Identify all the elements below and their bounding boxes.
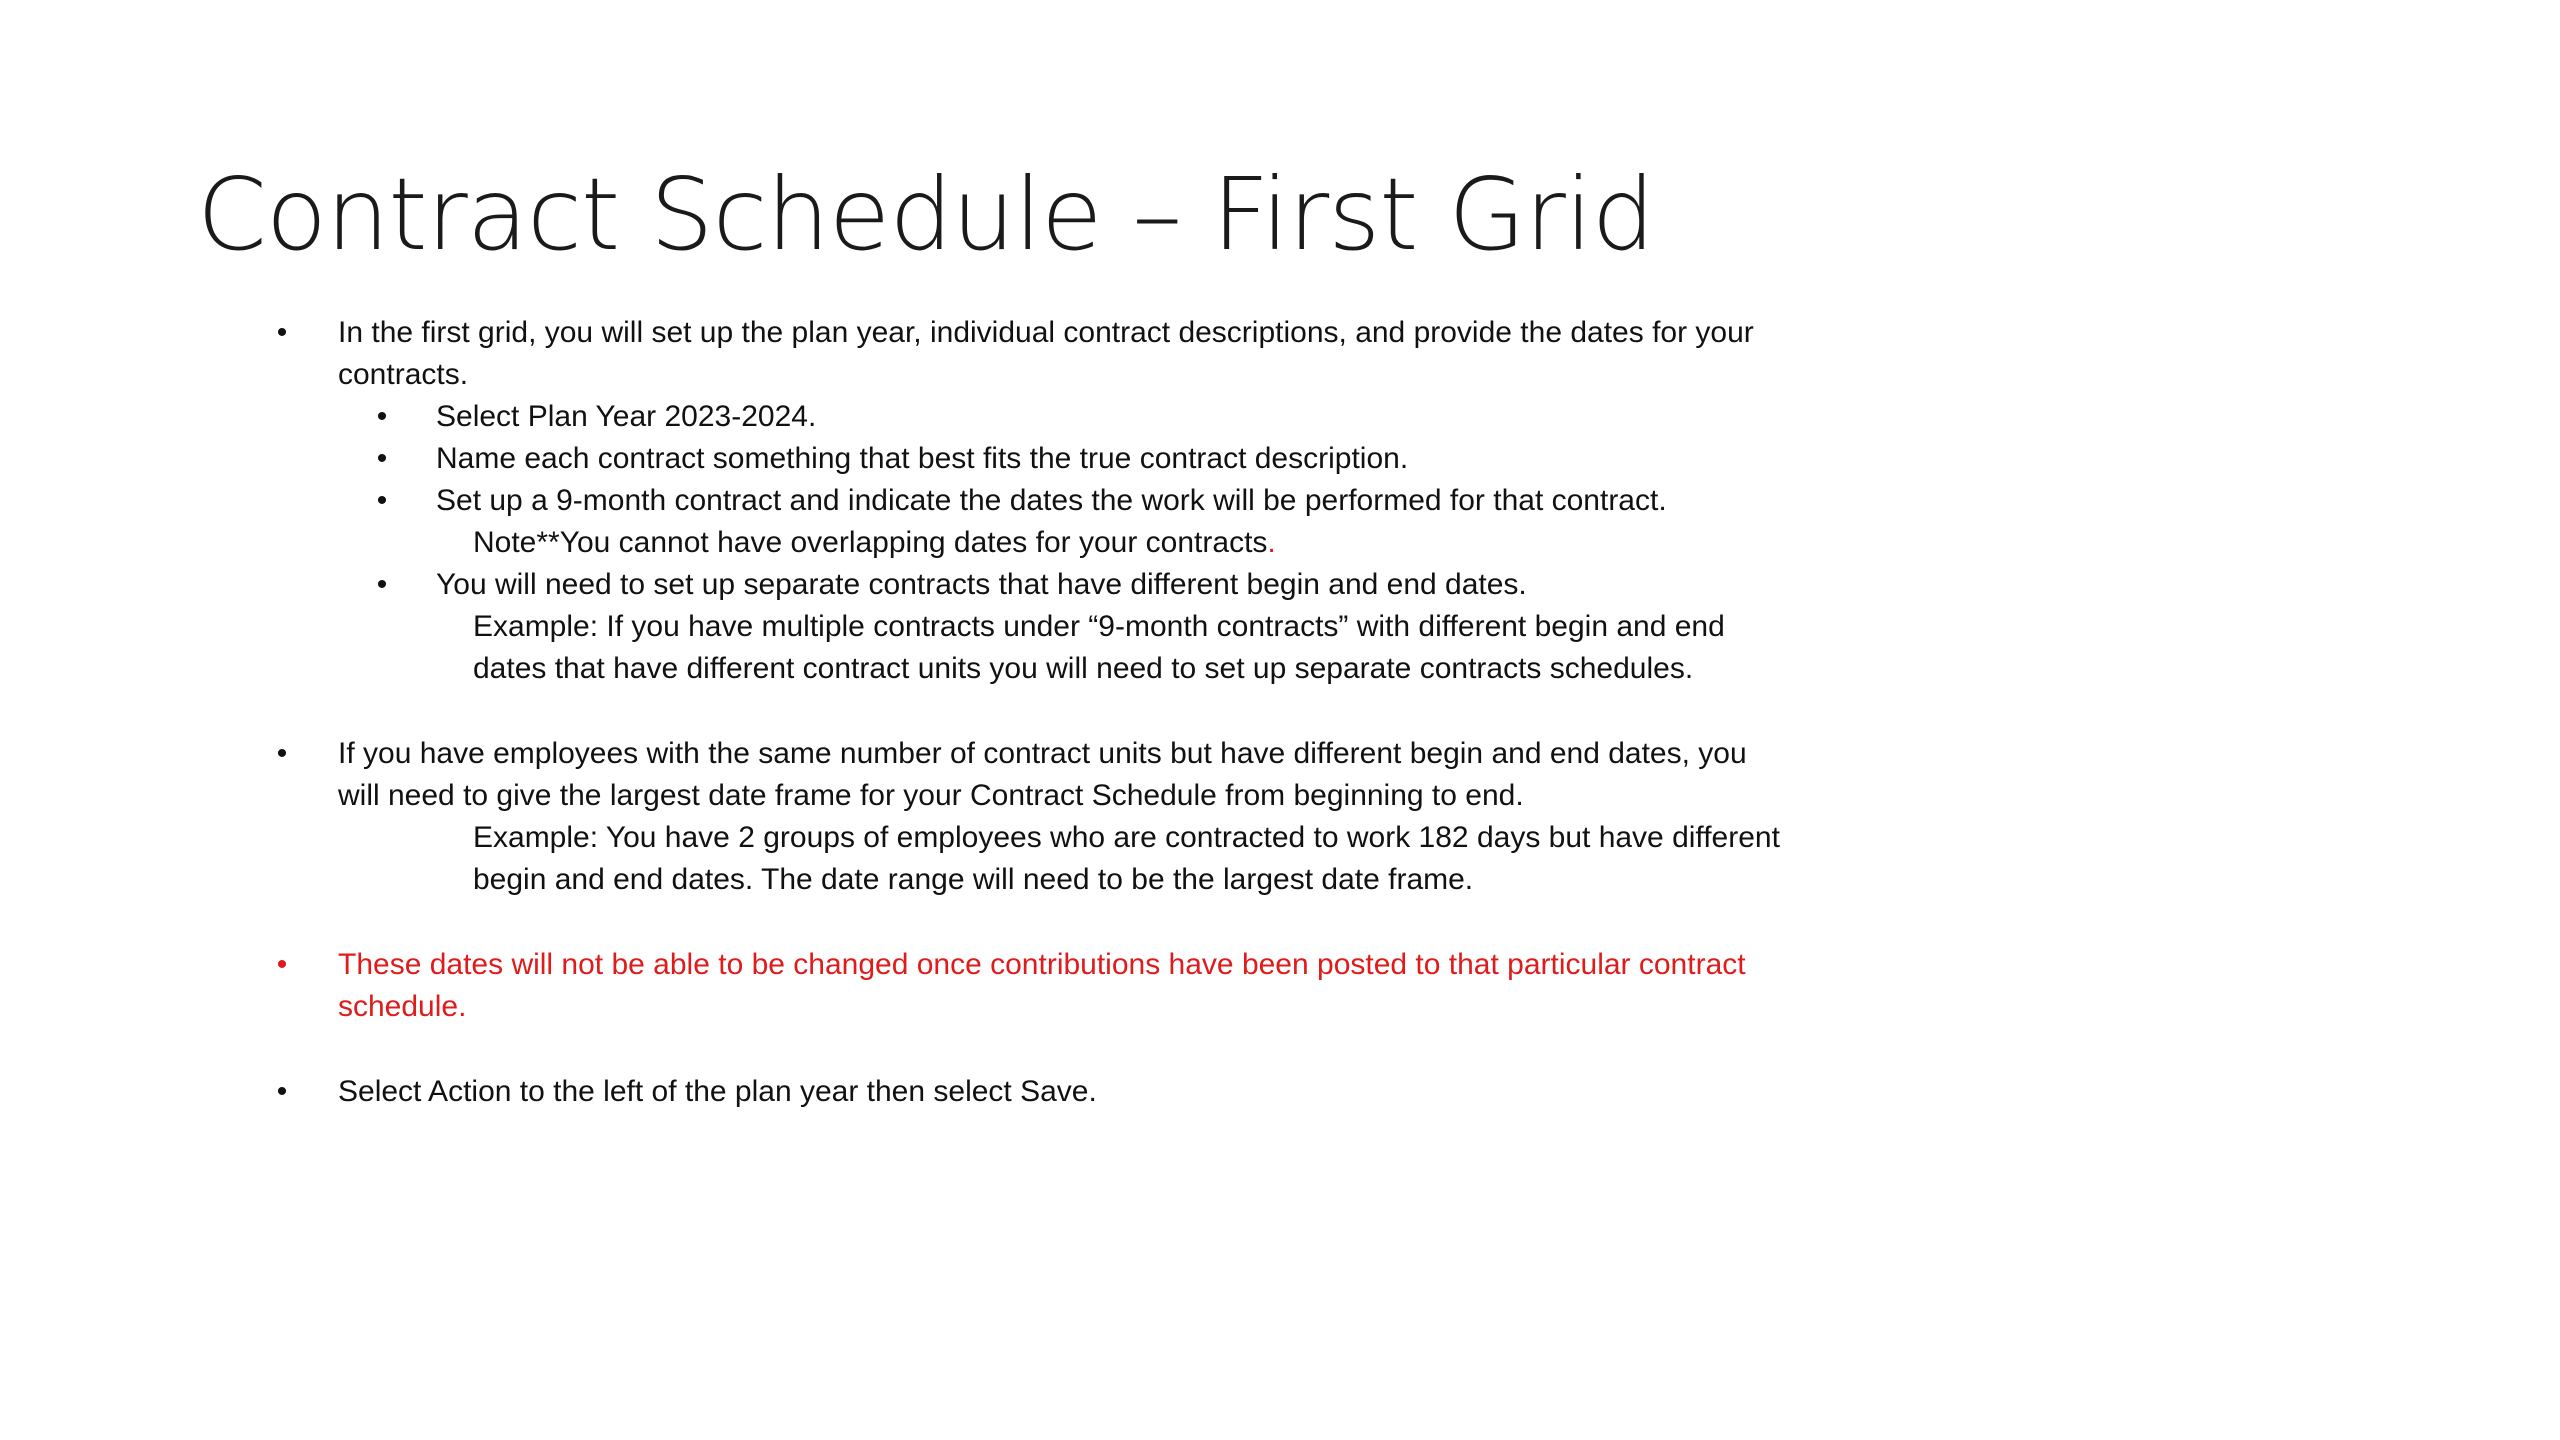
- example2-line2: begin and end dates. The date range will need to be the largest date frame.: [473, 863, 1474, 896]
- bullet-icon: •: [376, 400, 388, 433]
- sub-item-contract-name: Name each contract something that best fits the true contract description.: [436, 442, 1409, 475]
- bullet-icon: •: [276, 316, 288, 349]
- bullet-icon: •: [276, 737, 288, 770]
- bullet-icon: •: [376, 568, 388, 601]
- section1-line2: contracts.: [338, 358, 469, 391]
- bullet-icon: •: [276, 1075, 288, 1108]
- warning-line2: schedule.: [338, 990, 467, 1023]
- bullet-icon: •: [376, 442, 388, 475]
- example1-line2: dates that have different contract units you will need to set up separate contracts schedules.: [473, 652, 1694, 685]
- bullet-icon: •: [376, 484, 388, 517]
- sub-item-separate-contracts: You will need to set up separate contracts that have different begin and end dates.: [436, 568, 1527, 601]
- section4-line1: Select Action to the left of the plan year then select Save.: [338, 1075, 1097, 1108]
- example1-line1: Example: If you have multiple contracts under “9-month contracts” with different begin and end: [473, 610, 1725, 643]
- note-overlapping-dates: [473, 522, 1276, 564]
- section2-line1: If you have employees with the same number of contract units but have different begin and end dates, you: [338, 737, 1747, 770]
- warning-line1: These dates will not be able to be changed once contributions have been posted to that particular contract: [338, 948, 1746, 981]
- slide-title: Contract Schedule – First Grid: [197, 156, 1655, 273]
- sub-item-plan-year: Select Plan Year 2023-2024.: [436, 400, 817, 433]
- bullet-icon: •: [276, 948, 288, 981]
- section2-line2: will need to give the largest date frame for your Contract Schedule from beginning to end.: [338, 779, 1524, 812]
- note-text: Note**You cannot have overlapping dates for your contracts: [473, 526, 1268, 559]
- section1-line1: In the first grid, you will set up the plan year, individual contract descriptions, and provide the dates for your: [338, 316, 1754, 349]
- note-period: .: [1267, 526, 1276, 559]
- sub-item-9-month: Set up a 9-month contract and indicate the dates the work will be performed for that contract.: [436, 484, 1667, 517]
- example2-line1: Example: You have 2 groups of employees who are contracted to work 182 days but have different: [473, 821, 1780, 854]
